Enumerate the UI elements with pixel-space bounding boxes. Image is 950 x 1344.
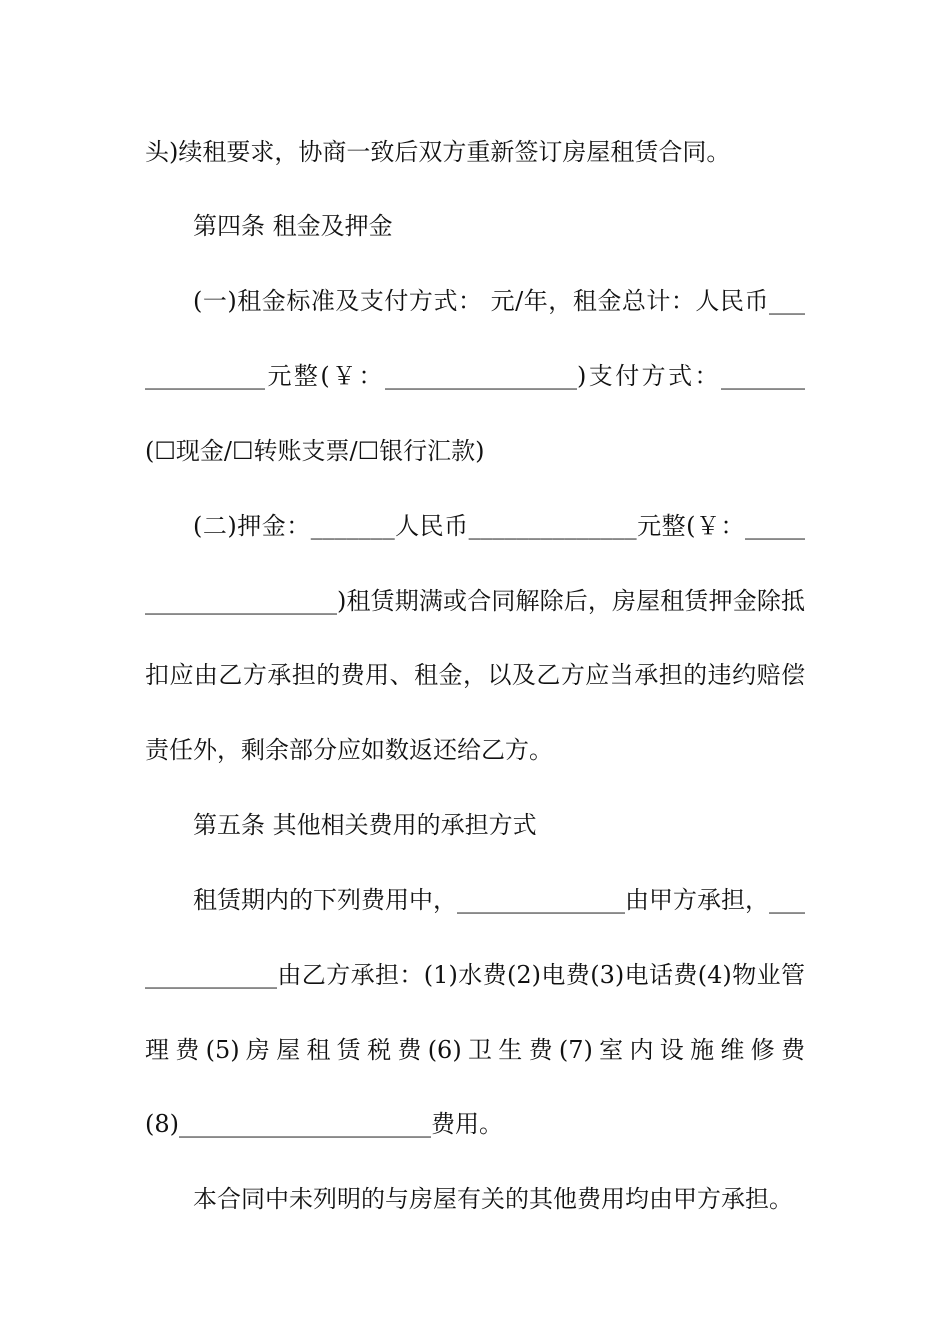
deposit-line: (二)押金：_______人民币______________元整(￥：_____ bbox=[193, 512, 805, 540]
rent-standard-line: (一)租金标准及支付方式： 元/年，租金总计：人民币___ bbox=[193, 287, 805, 315]
fees-other-line: (8)_____________________费用。 bbox=[145, 1110, 503, 1138]
deposit-amount-line: ________________)租赁期满或合同解除后，房屋租赁押金除抵 bbox=[145, 587, 805, 615]
article-4-heading: 第四条 租金及押金 bbox=[193, 212, 393, 240]
paragraph-line-renewal: 头)续租要求，协商一致后双方重新签订房屋租赁合同。 bbox=[145, 138, 731, 166]
unlisted-fees-line: 本合同中未列明的与房屋有关的其他费用均由甲方承担。 bbox=[193, 1185, 793, 1213]
deposit-deduction-line: 扣应由乙方承担的费用、租金，以及乙方应当承担的违约赔偿 bbox=[145, 661, 805, 689]
article-5-heading: 第五条 其他相关费用的承担方式 bbox=[193, 811, 537, 839]
fees-list-line-2: 理费(5)房屋租赁税费(6)卫生费(7)室内设施维修费 bbox=[145, 1036, 805, 1064]
fees-party-line: 租赁期内的下列费用中，______________由甲方承担，___ bbox=[193, 886, 805, 914]
fees-list-line-1: ___________由乙方承担：(1)水费(2)电费(3)电话费(4)物业管 bbox=[145, 961, 805, 989]
rent-amount-line: __________元整(￥：________________)支付方式：_______ bbox=[145, 362, 805, 390]
payment-method-options: (☐现金/☐转账支票/☐银行汇款) bbox=[145, 437, 485, 465]
deposit-return-line: 责任外，剩余部分应如数返还给乙方。 bbox=[145, 736, 553, 764]
